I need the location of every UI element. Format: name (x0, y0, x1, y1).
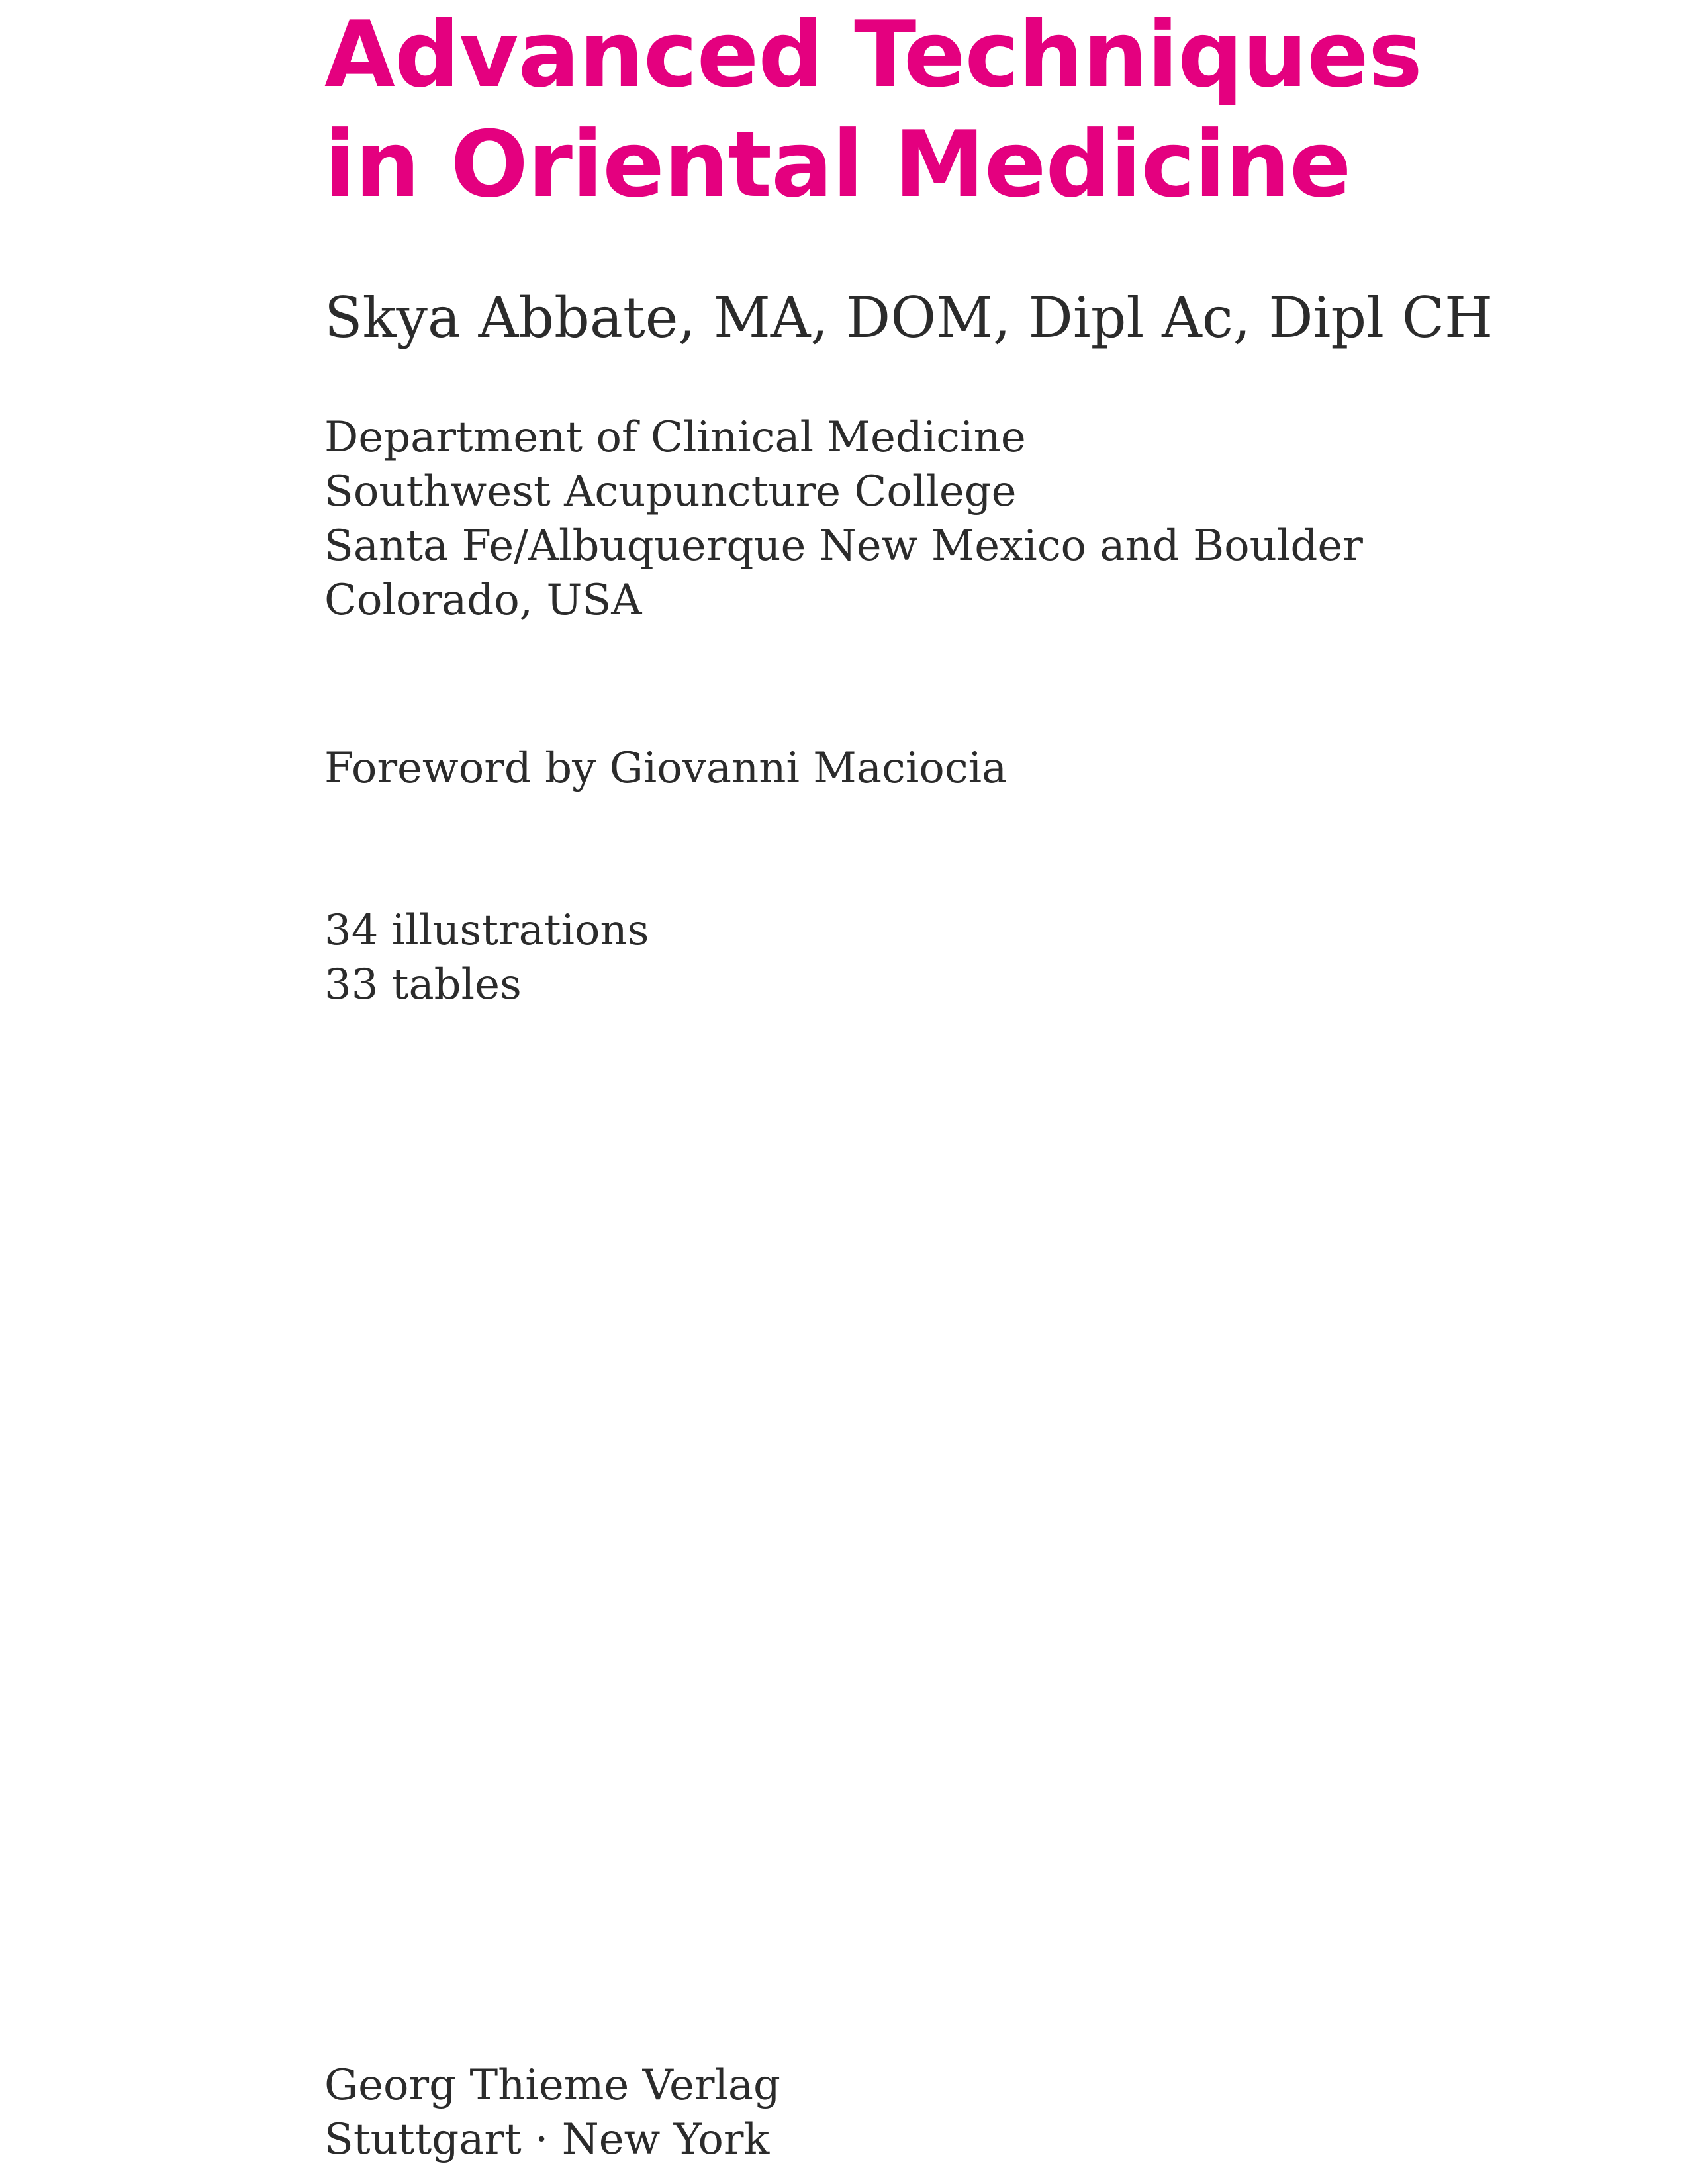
illustrations-count: 34 illustrations (324, 906, 649, 955)
book-stats (324, 903, 649, 1012)
book-title (324, 0, 1422, 220)
affiliation-college: Southwest Acupuncture College (324, 467, 1017, 516)
author-name: Skya Abbate, MA, DOM, Dipl Ac, Dipl CH (324, 285, 1493, 350)
book-title-line-2: in Oriental Medicine (324, 111, 1351, 218)
book-title-line-1: Advanced Techniques (324, 1, 1422, 108)
foreword-credit: Foreword by Giovanni Maciocia (324, 744, 1008, 793)
affiliation-department: Department of Clinical Medicine (324, 413, 1026, 462)
publisher-location: Stuttgart · New York (324, 2115, 770, 2164)
affiliation-country: Colorado, USA (324, 576, 642, 625)
publisher-name: Georg Thieme Verlag (324, 2061, 780, 2110)
affiliation-city: Santa Fe/Albuquerque New Mexico and Boulder (324, 522, 1363, 570)
author-affiliation (324, 410, 1363, 627)
publisher-block (324, 2058, 780, 2167)
tables-count: 33 tables (324, 960, 522, 1009)
